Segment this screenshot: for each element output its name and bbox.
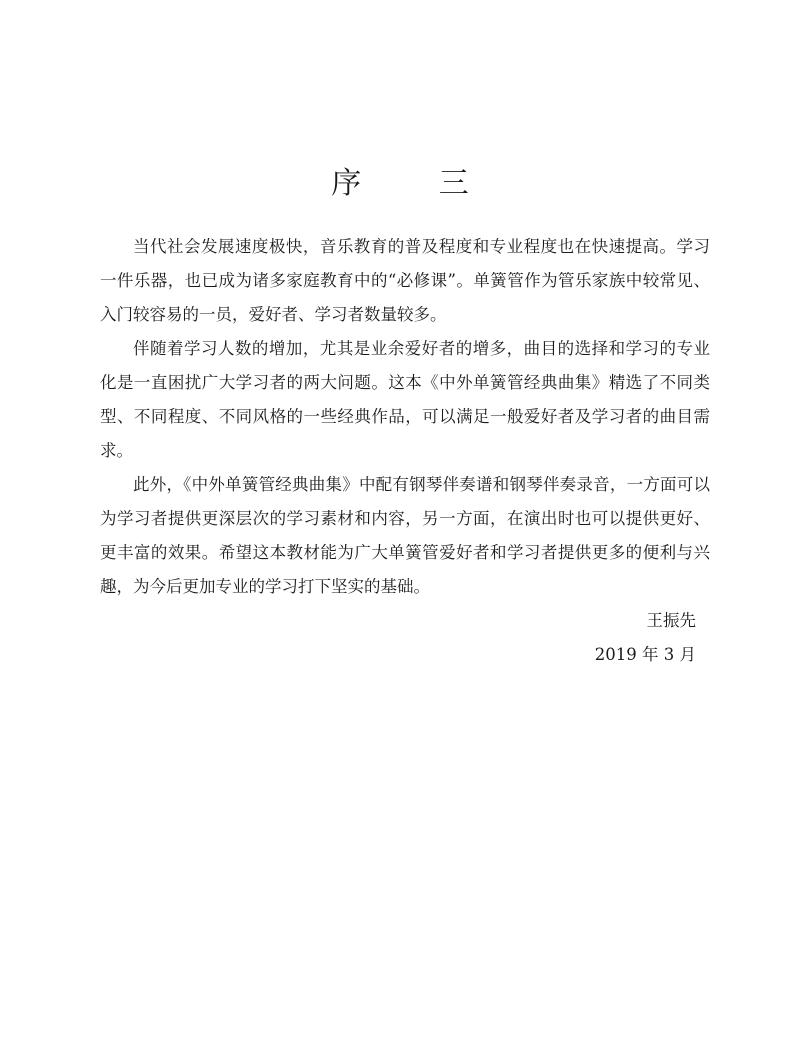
page-title: 序 三 xyxy=(331,166,503,201)
paragraph-1: 当代社会发展速度极快，音乐教育的普及程度和专业程度也在快速提高。学习一件乐器，也已成为诸多家庭教育中的“必修课”。单簧管作为管乐家族中较常见、入门较容易的一员，爱好者、学习者数量较多。 xyxy=(100,237,710,324)
preface-body xyxy=(100,230,710,604)
signature-block xyxy=(595,604,696,672)
signature-date: 2019 年 3 月 xyxy=(594,645,696,664)
paragraph-2: 伴随着学习人数的增加，尤其是业余爱好者的增多，曲目的选择和学习的专业化是一直困扰广大学习者的两大问题。这本《中外单簧管经典曲集》精选了不同类型、不同程度、不同风格的一些经典作品，可以满足一般爱好者及学习者的曲目需求。 xyxy=(100,339,710,460)
author-name: 王振先 xyxy=(646,611,696,630)
paragraph-3: 此外，《中外单簧管经典曲集》中配有钢琴伴奏谱和钢琴伴奏录音，一方面可以为学习者提供更深层次的学习素材和内容，另一方面，在演出时也可以提供更好、更丰富的效果。希望这本教材能为广大单簧管爱好者和学习者提供更多的便利与兴趣，为今后更加专业的学习打下坚实的基础。 xyxy=(100,475,710,596)
